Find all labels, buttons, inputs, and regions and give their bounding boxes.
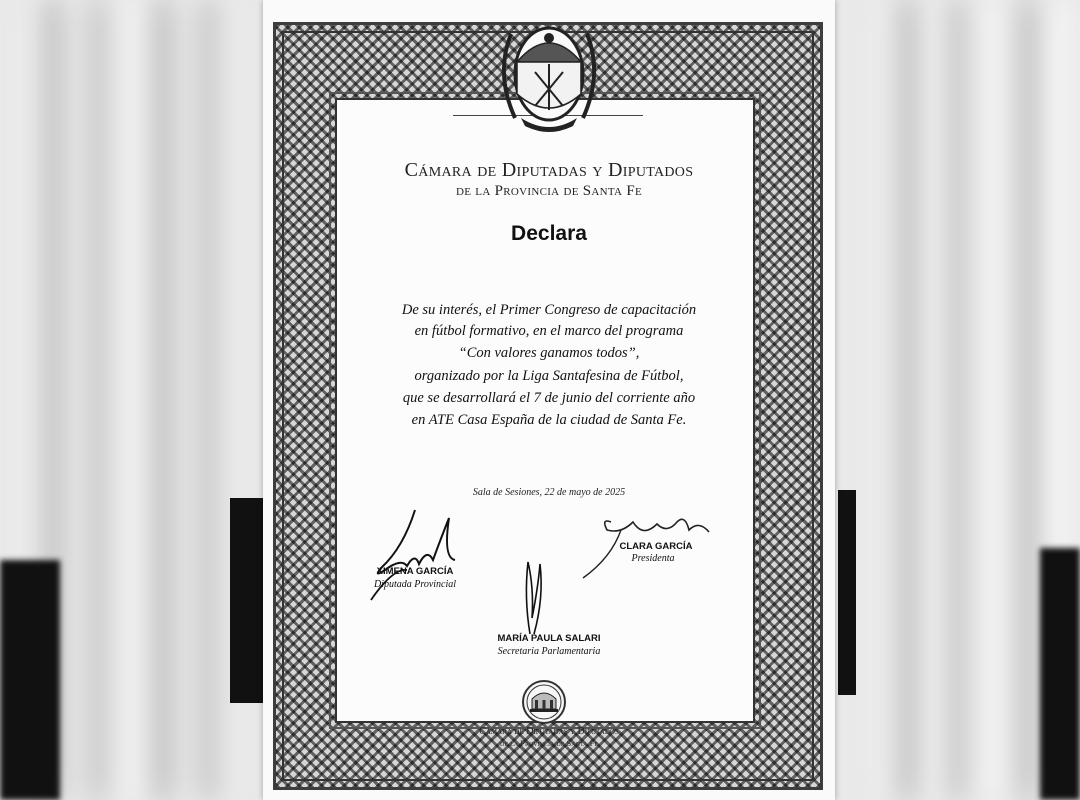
blurred-background-left [30, 0, 230, 800]
signatory-role-3: Secretaria Parlamentaria [497, 646, 601, 657]
signatory-role-1: Diputada Provincial [373, 579, 457, 590]
footer-chamber-subtitle [263, 738, 835, 748]
declaration-line-2: en fútbol formativo, en el marco del programa [414, 323, 684, 339]
chamber-subtitle [263, 183, 835, 200]
declaration-line-4: organizado por la Liga Santafesina de Fútbol, [414, 368, 684, 384]
certificate-document [263, 0, 835, 800]
signature-maria-paula-salari [518, 558, 548, 636]
dark-edge-right [838, 490, 856, 695]
declaration-line-6: en ATE Casa España de la ciudad de Santa Fe. [411, 412, 687, 428]
chamber-title [263, 159, 835, 182]
footer-chamber-title [263, 726, 835, 737]
footer-chamber-subtitle-text: de la Provincia de Santa Fe [500, 738, 598, 748]
blurred-dark-bar-left [0, 560, 60, 800]
chamber-building-seal-icon [521, 679, 567, 725]
signatory-name-2: CLARA GARCÍA [619, 541, 693, 552]
footer-chamber-title-text: Cámara de Diputadas y Diputados [479, 726, 619, 737]
dark-edge-left [230, 498, 264, 703]
provincial-coat-of-arms-icon [485, 14, 613, 136]
declaration-line-3: “Con valores ganamos todos”, [458, 345, 640, 361]
blurred-dark-bar-right [1040, 548, 1080, 800]
chamber-title-text: Cámara de Diputadas y Diputados [404, 159, 694, 181]
signatory-name-3: MARÍA PAULA SALARI [497, 633, 601, 644]
signatory-name-1: XIMENA GARCÍA [376, 566, 454, 577]
declaration-line-1: De su interés, el Primer Congreso de capacitación [401, 302, 697, 318]
signatory-role-2: Presidenta [631, 553, 675, 564]
chamber-subtitle-text: de la Provincia de Santa Fe [455, 183, 643, 199]
declaration-line-5: que se desarrollará el 7 de junio del corriente año [402, 390, 696, 406]
document-heading: Declara [511, 222, 587, 245]
place-and-date: Sala de Sesiones, 22 de mayo de 2025 [472, 487, 626, 498]
